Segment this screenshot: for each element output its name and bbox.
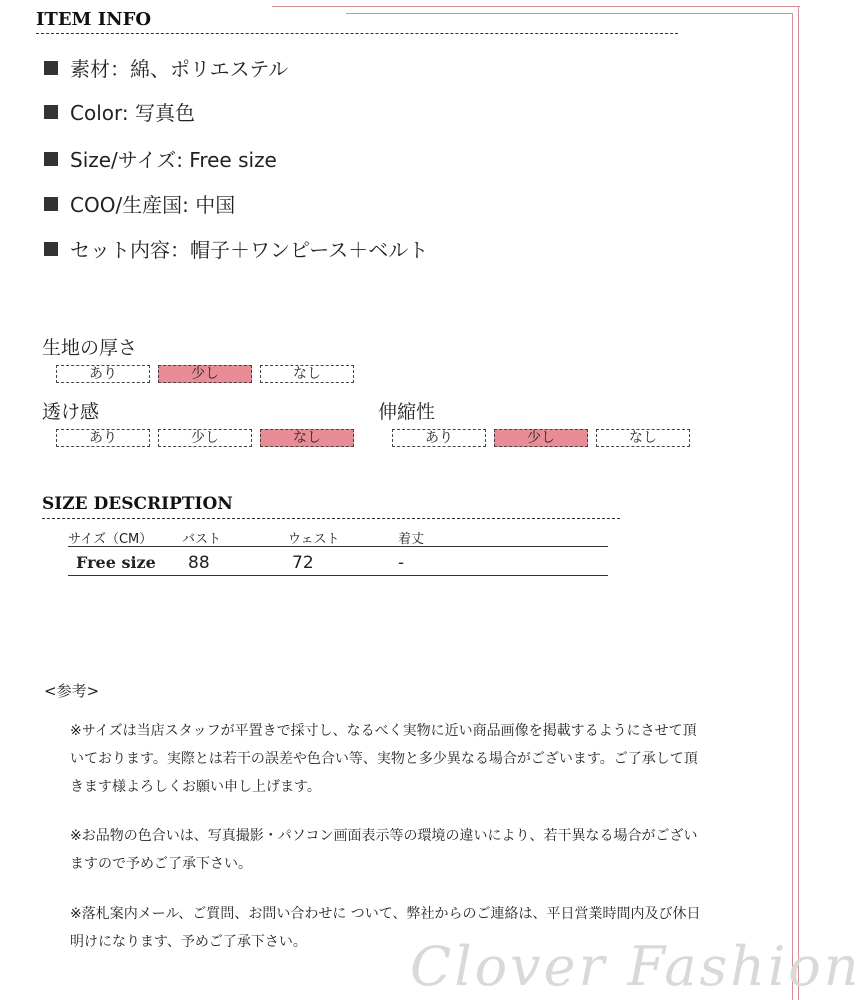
sheerness-label: 透け感 [42, 401, 100, 423]
frame-line-right [798, 6, 799, 1000]
item-info-title: ITEM INFO [36, 9, 152, 30]
size-table-bottom-rule [68, 575, 608, 576]
sheerness-option-yes: あり [56, 429, 150, 447]
stretch-label: 伸縮性 [378, 401, 436, 423]
stretch-option-yes: あり [392, 429, 486, 447]
frame-line-right-inner [792, 13, 793, 1000]
size-table-header-rule [68, 546, 608, 547]
square-bullet-icon [44, 242, 58, 256]
spec-text: セット内容：帽子＋ワンピース＋ベルト [70, 238, 429, 262]
sheerness-option-little: 少し [158, 429, 252, 447]
spec-set-contents [44, 234, 428, 263]
spec-text: Size/サイズ: Free size [70, 148, 277, 172]
size-row-bust: 88 [188, 553, 210, 573]
stretch-option-none: なし [596, 429, 690, 447]
sheerness-option-none: なし [260, 429, 354, 447]
square-bullet-icon [44, 197, 58, 211]
size-row-waist: 72 [292, 553, 314, 573]
spec-text: 素材：綿、ポリエステル [70, 57, 289, 81]
item-info-divider [36, 33, 678, 34]
square-bullet-icon [44, 105, 58, 119]
spec-material [44, 53, 288, 82]
frame-line-top-inner [346, 13, 792, 14]
size-row-size: Free size [76, 553, 156, 572]
reference-note-measurement: ※サイズは当店スタッフが平置きで採寸し、なるべく実物に近い商品画像を掲載するようにさせて頂いております。実際とは若干の誤差や色合い等、実物と多少異なる場合がございます。ご了承して頂きます様よろしくお願い申し上げます。 [70, 723, 698, 795]
size-description-divider [42, 518, 620, 519]
brand-watermark: Clover Fashion [410, 935, 862, 998]
size-row-length: - [398, 553, 405, 573]
reference-note-color: ※お品物の色合いは、写真撮影・パソコン画面表示等の環境の違いにより、若干異なる場合がございますので予めご了承下さい。 [70, 828, 698, 872]
reference-note-contact: ※落札案内メール、ご質問、お問い合わせに ついて、弊社からのご連絡は、平日営業時間内及び休日明けになります、予めご了承下さい。 [70, 906, 701, 950]
square-bullet-icon [44, 61, 58, 75]
spec-size [44, 144, 277, 173]
spec-text: COO/生産国: 中国 [70, 193, 236, 217]
thickness-option-yes: あり [56, 365, 150, 383]
thickness-option-little: 少し [158, 365, 252, 383]
reference-heading: <参考> [44, 682, 100, 700]
thickness-option-none: なし [260, 365, 354, 383]
spec-origin [44, 189, 235, 218]
thickness-label: 生地の厚さ [42, 337, 138, 359]
frame-line-top [272, 6, 800, 7]
size-header-bust: バスト [182, 532, 222, 547]
size-description-title: SIZE DESCRIPTION [42, 494, 233, 514]
square-bullet-icon [44, 152, 58, 166]
size-header-waist: ウェスト [288, 532, 340, 547]
stretch-option-little: 少し [494, 429, 588, 447]
spec-color [44, 97, 195, 126]
size-header-length: 着丈 [398, 532, 425, 547]
size-header-size: サイズ（CM） [68, 532, 153, 547]
spec-text: Color: 写真色 [70, 101, 195, 125]
